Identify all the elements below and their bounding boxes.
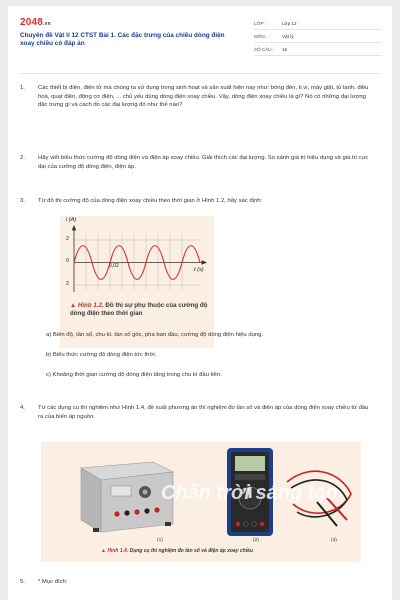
- logo-suffix: .vn: [43, 21, 51, 27]
- power-supply-icon: [81, 462, 173, 532]
- tick-x: 0,02: [109, 263, 119, 269]
- question-text: Từ đồ thị cường độ của dòng điện xoay chiều theo thời gian ở Hình 1.2, hãy xác định:: [38, 198, 263, 204]
- figure-1-4-caption: [101, 548, 253, 554]
- caption-text: Đồ thị sự phụ thuộc của cường độ dòng điện theo thời gian: [70, 302, 208, 318]
- meta-value: Vật lý: [282, 33, 294, 39]
- current-time-graph: [60, 216, 214, 302]
- meta-row-count: [254, 43, 382, 56]
- x-axis-label: t (s): [194, 267, 204, 273]
- q3-part-c: c) Khoảng thời gian cường độ dòng điện tăng trong chu kì đầu tiên.: [46, 372, 222, 378]
- label-1: (1): [157, 538, 163, 543]
- label-2: (2): [253, 538, 259, 543]
- figure-1-4: [41, 442, 361, 562]
- meta-row-class: [254, 17, 382, 30]
- question-number: 4.: [20, 405, 25, 411]
- q3-part-b: b) Biểu thức cường độ dòng điện tức thời.: [46, 352, 157, 358]
- question-number: 5.: [20, 579, 25, 585]
- meta-key: LỚP :: [254, 20, 267, 26]
- tick-y-top: 2: [66, 236, 69, 242]
- y-axis-label: i (A): [66, 217, 77, 223]
- meta-value: Lớp 12: [282, 20, 297, 26]
- figure-1-2-caption: [70, 302, 210, 319]
- label-3: (3): [331, 538, 337, 543]
- question-text: * Mục đích:: [38, 579, 68, 585]
- question-text: Hãy viết biểu thức cường độ dòng điện và điện áp xoay chiều. Giải thích các đại lượng. So sánh giá trị hiệu dụng và giá trị cực đại của cường độ dòng điện, điện áp.: [38, 155, 369, 170]
- header-divider: [20, 73, 380, 74]
- document-meta: [254, 17, 382, 56]
- figure-1-2: [60, 216, 214, 348]
- document-page: [8, 6, 392, 600]
- caption-text: Dụng cụ thí nghiệm đo tần số và điện áp xoay chiều: [129, 548, 253, 554]
- caption-label: Hình 1.2.: [77, 302, 104, 309]
- logo-main: 2048: [20, 17, 44, 28]
- question-number: 3.: [20, 198, 25, 204]
- meta-key: SỐ CÂU :: [254, 46, 275, 52]
- graph-grid: [74, 234, 200, 290]
- graph-axes: [72, 226, 206, 292]
- meta-row-subject: [254, 30, 382, 43]
- header: [8, 6, 392, 66]
- meta-key: MÔN :: [254, 33, 268, 39]
- caption-label: Hình 1.4.: [107, 548, 129, 554]
- site-logo[interactable]: [20, 17, 51, 28]
- document-title: Chuyên đề Vật lí 12 CTST Bài 1. Các đặc trưng của chiều dòng điện xoay chiều có đáp án: [20, 32, 225, 48]
- q3-part-a: a) Biên độ, tần số, chu kì, tần số góc, pha ban đầu, cường độ dòng điện hiệu dụng.: [46, 332, 264, 338]
- watermark: Chân trời sáng tạo: [161, 482, 338, 504]
- caption-triangle-icon: ▲: [101, 548, 106, 554]
- tick-y-zero: 0: [66, 258, 69, 264]
- meta-value: 16: [282, 46, 288, 52]
- tick-y-bottom: 2: [66, 281, 69, 287]
- question-number: 1.: [20, 85, 25, 91]
- question-number: 2.: [20, 155, 25, 161]
- question-text: Các thiết bị điện, điện tử mà chúng ta sử dụng trong sinh hoạt và sản xuất hiện nay như: bóng đèn, ti vi, máy giặt, tủ lạnh, điều hoà, quạt điện, động cơ điện, ... chủ yếu dùng dòng điện xoay chiều. Vậy, dòng điện xoay chiều là gì? Nó có những đại lượng đặc trưng gì và cách đo các đại lượng đó như thế nào?: [38, 85, 369, 109]
- question-text: Từ các dụng cụ thí nghiệm như Hình 1.4, đề xuất phương án thí nghiệm đo tần số và điện áp của dòng điện xoay chiều từ đầu ra của biến áp nguồn.: [38, 405, 369, 420]
- caption-triangle-icon: ▲: [70, 302, 77, 309]
